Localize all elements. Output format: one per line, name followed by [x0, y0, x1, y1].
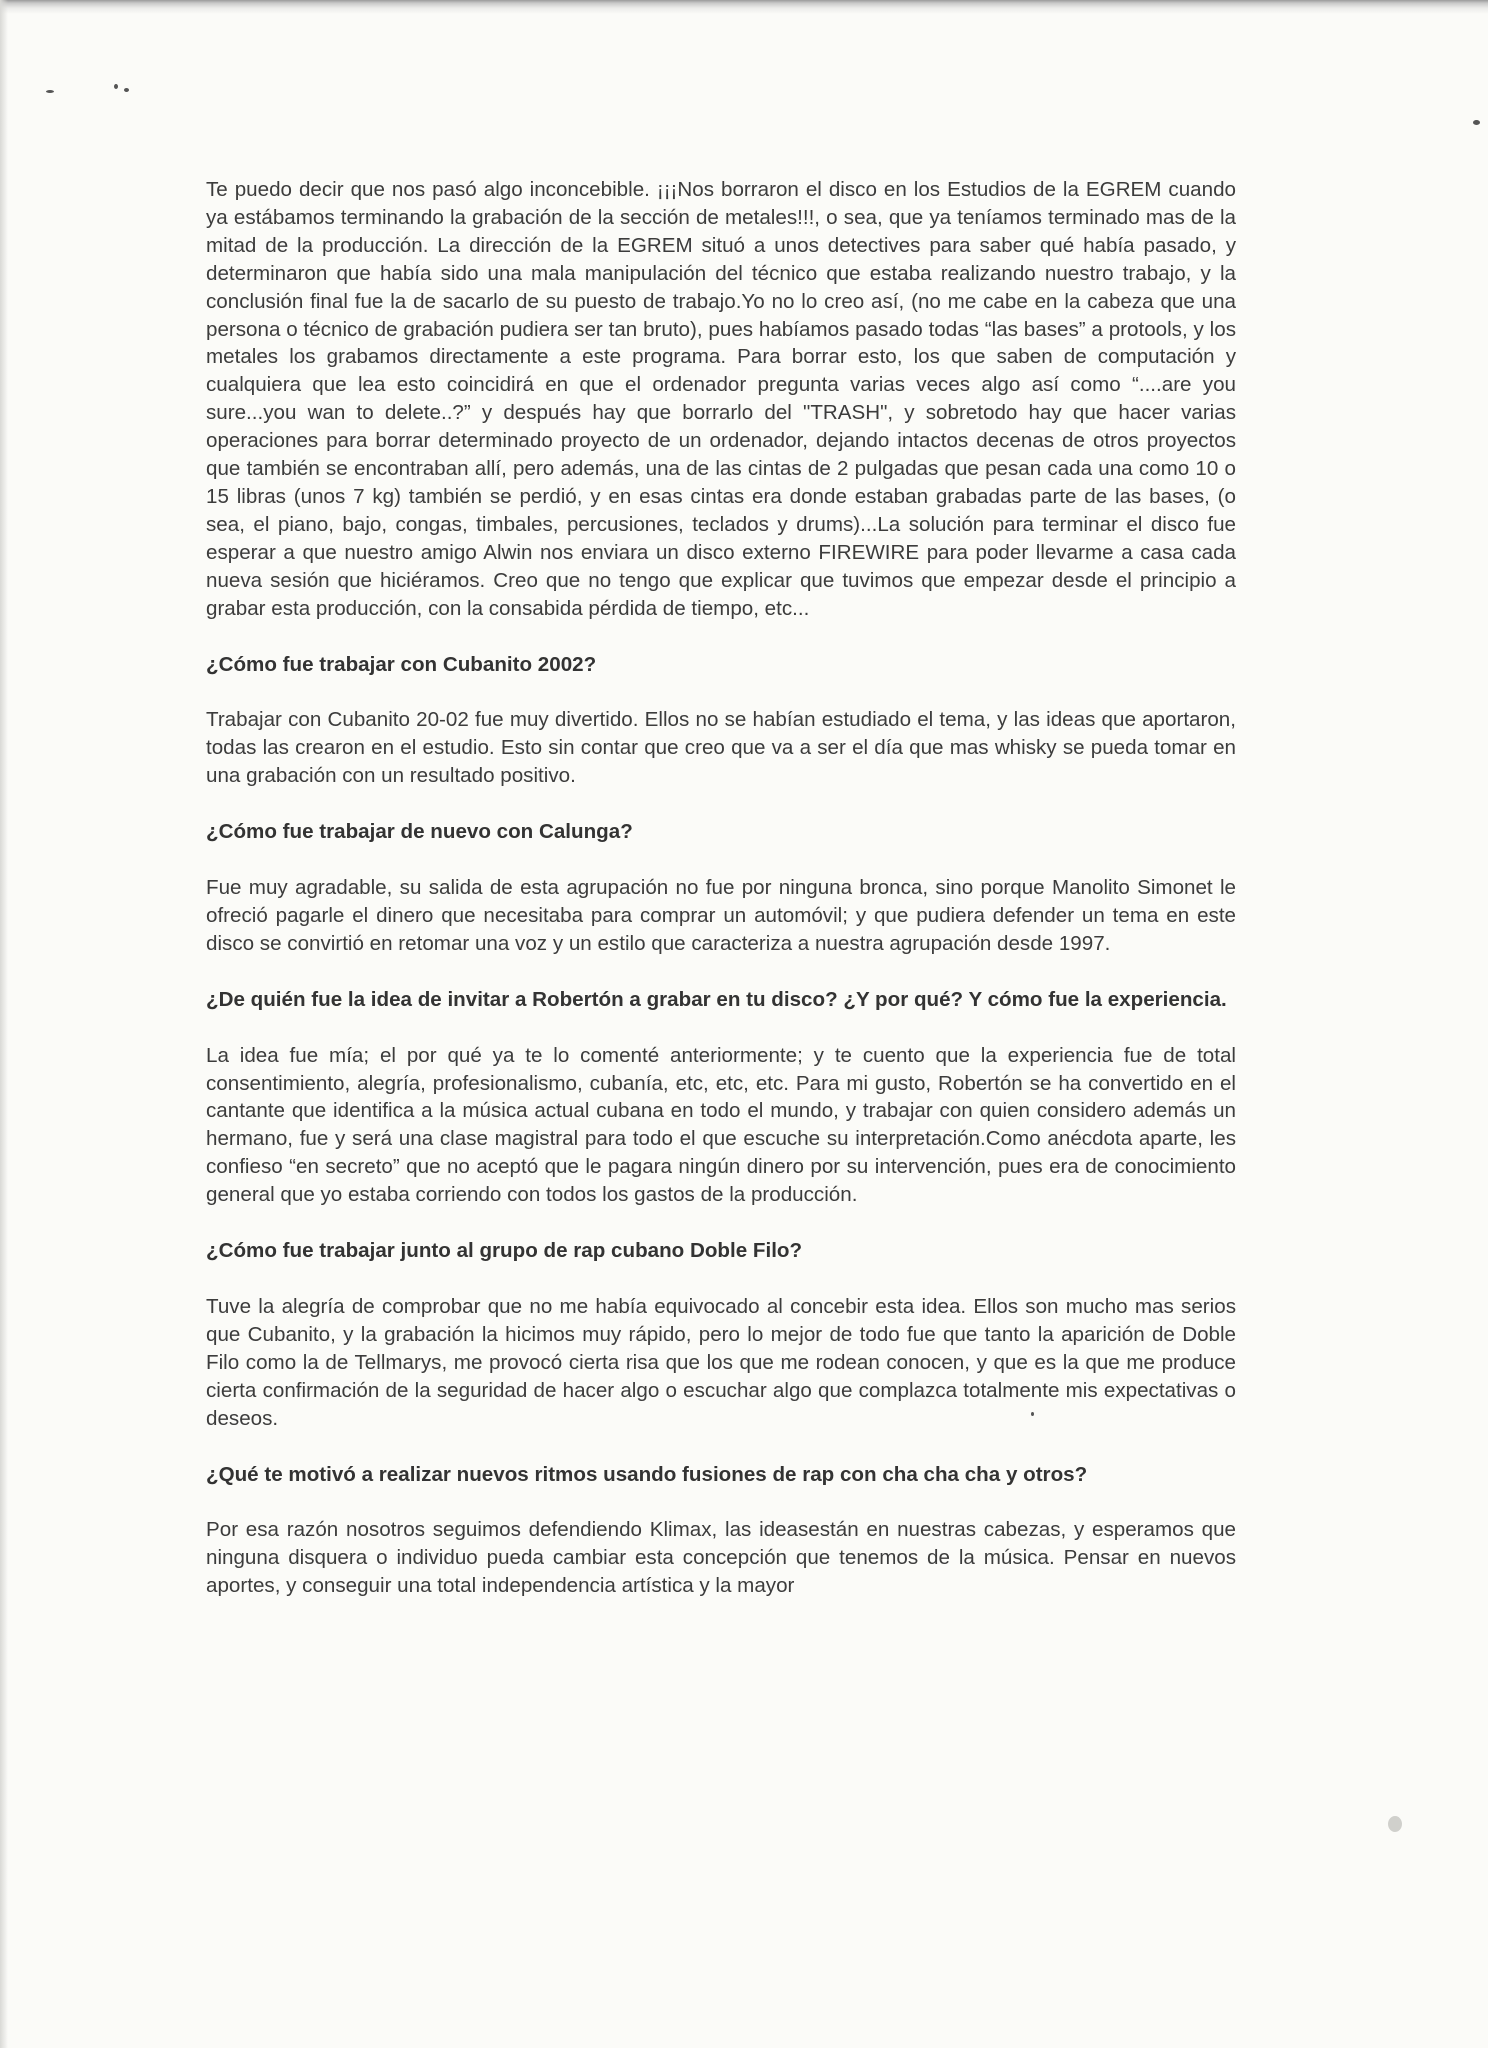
scan-top-edge — [0, 0, 1488, 14]
paragraph: Trabajar con Cubanito 20-02 fue muy divertido. Ellos no se habían estudiado el tema, y las ideas que aportaron, todas las crearon en el estudio. Esto sin contar que creo que va a ser el día que mas whisky se pueda tomar en una grabación con un resultado positivo. — [206, 708, 1236, 788]
scan-speck — [1473, 120, 1480, 125]
document-page — [206, 176, 1236, 1600]
scan-left-edge — [0, 0, 8, 2048]
question-heading: ¿Cómo fue trabajar junto al grupo de rap cubano Doble Filo? — [206, 1239, 803, 1263]
scan-speck — [46, 90, 54, 93]
paragraph: Por esa razón nosotros seguimos defendiendo Klimax, las ideasestán en nuestras cabezas, y esperamos que ninguna disquera o individuo pueda cambiar esta concepción que tenemos de la música. Pensar en nuevos aportes, y conseguir una total independencia artística y la mayor — [206, 1518, 1236, 1598]
scan-speck — [124, 88, 129, 92]
paragraph: La idea fue mía; el por qué ya te lo comenté anteriormente; y te cuento que la experiencia fue de total consentimiento, alegría, profesionalismo, cubanía, etc, etc, etc. Para mi gusto, Robertón se ha convertido en el cantante que identifica a la música actual cubana en todo el mundo, y trabajar con quien considero además un hermano, fue y será una clase magistral para todo el que escuche su interpretación.Como anécdota aparte, les confieso “en secreto” que no aceptó que le pagara ningún dinero por su intervención, pues era de conocimiento general que yo estaba corriendo con todos los gastos de la producción. — [206, 1043, 1236, 1207]
question-heading: ¿Cómo fue trabajar con Cubanito 2002? — [206, 652, 597, 676]
question-heading: ¿Cómo fue trabajar de nuevo con Calunga? — [206, 820, 633, 844]
paragraph: Tuve la alegría de comprobar que no me había equivocado al concebir esta idea. Ellos son mucho mas serios que Cubanito, y la grabación la hicimos muy rápido, pero lo mejor de todo fue que tanto la aparición de Doble Filo como la de Tellmarys, me provocó cierta risa que los que me rodean conocen, y que es la que me produce cierta confirmación de la seguridad de hacer algo o escuchar algo que complazca totalmente mis expectativas o deseos. — [206, 1295, 1236, 1430]
paragraph: Te puedo decir que nos pasó algo inconcebible. ¡¡¡Nos borraron el disco en los Estudios de la EGREM cuando ya estábamos terminando la grabación de la sección de metales!!!, o sea, que ya teníamos terminado mas de la mitad de la producción. La dirección de la EGREM situó a unos detectives para saber qué había pasado, y determinaron que había sido una mala manipulación del técnico que estaba realizando nuestro trabajo, y la conclusión final fue la de sacarlo de su puesto de trabajo.Yo no lo creo así, (no me cabe en la cabeza que una persona o técnico de grabación pudiera ser tan bruto), pues habíamos pasado todas “las bases” a protools, y los metales los grabamos directamente a este programa. Para borrar esto, los que saben de computación y cualquiera que lea esto coincidirá en que el ordenador pregunta varias veces algo así como “....are you sure...you wan to delete..?” y después hay que borrarlo del "TRASH", y sobretodo hay que hacer varias operaciones para borrar determinado proyecto de un ordenador, dejando intactos decenas de otros proyectos que también se encontraban allí, pero además, una de las cintas de 2 pulgadas que pesan cada una como 10 o 15 libras (unos 7 kg) también se perdió, y en esas cintas era donde estaban grabadas parte de las bases, (o sea, el piano, bajo, congas, timbales, percusiones, teclados y drums)...La solución para terminar el disco fue esperar a que nuestro amigo Alwin nos enviara un disco externo FIREWIRE para poder llevarme a casa cada nueva sesión que hiciéramos. Creo que no tengo que explicar que tuvimos que empezar desde el principio a grabar esta producción, con la consabida pérdida de tiempo, etc... — [206, 178, 1236, 620]
question-heading: ¿De quién fue la idea de invitar a Robertón a grabar en tu disco? ¿Y por qué? Y cómo fue la experiencia. — [206, 987, 1227, 1011]
question-heading: ¿Qué te motivó a realizar nuevos ritmos usando fusiones de rap con cha cha cha y otros? — [206, 1462, 1088, 1486]
scan-speck — [114, 84, 118, 89]
scan-speck — [1388, 1816, 1402, 1832]
paragraph: Fue muy agradable, su salida de esta agrupación no fue por ninguna bronca, sino porque Manolito Simonet le ofreció pagarle el dinero que necesitaba para comprar un automóvil; y que pudiera defender un tema en este disco se convirtió en retomar una voz y un estilo que caracteriza a nuestra agrupación desde 1997. — [206, 876, 1236, 955]
